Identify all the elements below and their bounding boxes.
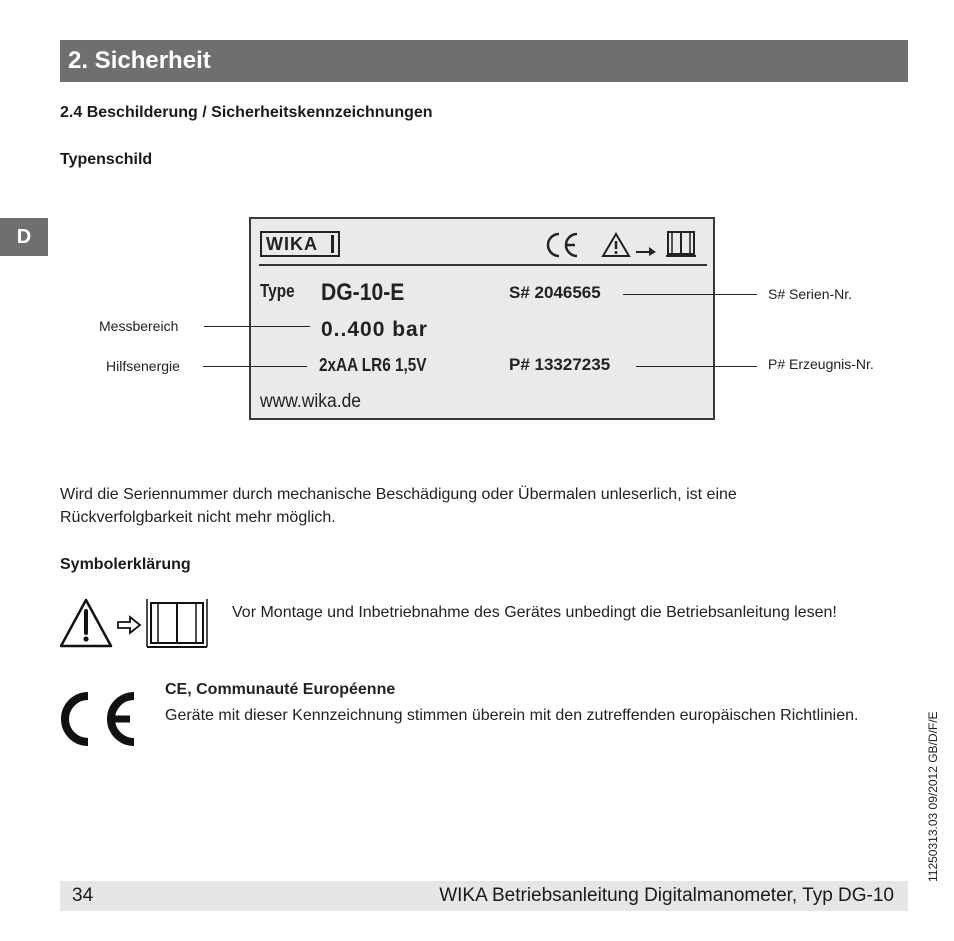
arrow-right-icon	[635, 243, 657, 257]
footer-bar	[60, 881, 908, 911]
model-number: DG-10-E	[321, 279, 405, 306]
serial-note: Wird die Seriennummer durch mechanische Beschädigung oder Übermalen unleserlich, ist eine Rückverfolgbarkeit nicht mehr möglich.	[60, 486, 737, 526]
symbols-heading: Symbolerklärung	[60, 556, 191, 573]
footer-document-title: WIKA Betriebsanleitung Digitalmanometer, Typ DG-10	[439, 885, 894, 906]
callout-messbereich-line	[204, 326, 310, 327]
measuring-range: 0..400 bar	[321, 318, 428, 341]
warning-triangle-icon	[601, 232, 631, 258]
callout-erzeugnis-label: P# Erzeugnis-Nr.	[768, 356, 874, 372]
plate-divider	[259, 264, 707, 266]
product-number: P# 13327235	[509, 355, 611, 374]
type-label: Type	[260, 281, 295, 301]
page-title: 2. Sicherheit	[68, 47, 211, 74]
callout-serien-line	[623, 294, 757, 295]
ce-symbol-icon	[58, 690, 140, 748]
callout-messbereich-label: Messbereich	[99, 318, 179, 334]
ce-title: CE, Communauté Européenne	[165, 681, 396, 698]
section-header-bar	[60, 40, 908, 82]
document-code: 11250313.03 09/2012 GB/D/F/E	[926, 711, 940, 882]
callout-erzeugnis-line	[636, 366, 757, 367]
language-tab: D	[0, 218, 48, 256]
power-supply: 2xAA LR6 1,5V	[319, 355, 427, 375]
ce-text: Geräte mit dieser Kennzeichnung stimmen überein mit den zutreffenden europäischen Richtlinien.	[165, 707, 859, 724]
manual-book-icon	[665, 230, 697, 258]
type-plate	[249, 217, 715, 420]
callout-serien-label: S# Serien-Nr.	[768, 286, 853, 302]
callout-hilfsenergie-line	[203, 366, 307, 367]
typenschild-heading: Typenschild	[60, 151, 153, 168]
manual-symbol-text: Vor Montage und Inbetriebnahme des Gerätes unbedingt die Betriebsanleitung lesen!	[232, 604, 837, 621]
read-manual-symbol-icon	[60, 597, 210, 651]
wika-logo: WIKA	[260, 231, 340, 257]
page-number: 34	[72, 885, 94, 906]
section-title: 2.4 Beschilderung / Sicherheitskennzeichnungen	[60, 104, 433, 121]
callout-hilfsenergie-label: Hilfsenergie	[106, 358, 180, 374]
website: www.wika.de	[260, 391, 362, 412]
serial-number: S# 2046565	[509, 283, 601, 302]
ce-mark-icon	[543, 231, 581, 259]
